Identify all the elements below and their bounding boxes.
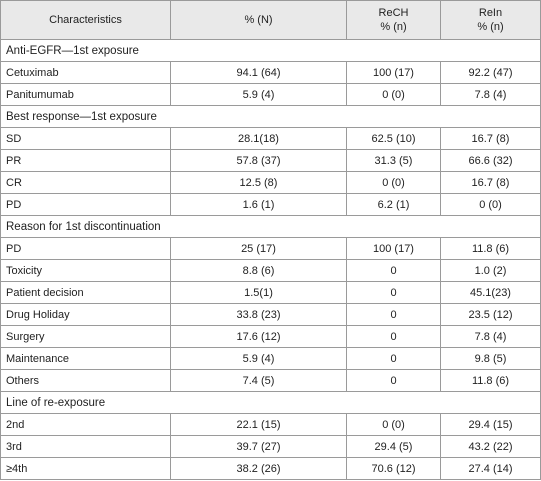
row-label: PD bbox=[1, 194, 171, 216]
header-pct: % (N) bbox=[171, 1, 347, 40]
table-row bbox=[1, 348, 541, 370]
header-rein-name: ReIn bbox=[478, 7, 503, 19]
header-rech-name: ReCH bbox=[378, 7, 409, 19]
cell-rein: 66.6 (32) bbox=[441, 150, 541, 172]
row-label: Cetuximab bbox=[1, 62, 171, 84]
table-header bbox=[1, 1, 541, 40]
cell-rech: 0 bbox=[347, 260, 441, 282]
section-title: Anti-EGFR—1st exposure bbox=[1, 40, 541, 62]
section-row bbox=[1, 216, 541, 238]
cell-pct: 33.8 (23) bbox=[171, 304, 347, 326]
table-row bbox=[1, 304, 541, 326]
cell-pct: 22.1 (15) bbox=[171, 414, 347, 436]
table-body bbox=[1, 40, 541, 480]
cell-rein: 7.8 (4) bbox=[441, 84, 541, 106]
row-label: PR bbox=[1, 150, 171, 172]
table-row bbox=[1, 458, 541, 480]
cell-rech: 0 bbox=[347, 326, 441, 348]
header-rech bbox=[347, 1, 441, 40]
cell-pct: 39.7 (27) bbox=[171, 436, 347, 458]
cell-rein: 7.8 (4) bbox=[441, 326, 541, 348]
row-label: Maintenance bbox=[1, 348, 171, 370]
cell-rech: 6.2 (1) bbox=[347, 194, 441, 216]
cell-pct: 7.4 (5) bbox=[171, 370, 347, 392]
section-row bbox=[1, 40, 541, 62]
cell-pct: 94.1 (64) bbox=[171, 62, 347, 84]
cell-rech: 0 (0) bbox=[347, 84, 441, 106]
cell-pct: 1.6 (1) bbox=[171, 194, 347, 216]
cell-rech: 0 bbox=[347, 304, 441, 326]
table-row bbox=[1, 84, 541, 106]
section-title: Best response—1st exposure bbox=[1, 106, 541, 128]
row-label: PD bbox=[1, 238, 171, 260]
cell-rech: 0 bbox=[347, 348, 441, 370]
row-label: 3rd bbox=[1, 436, 171, 458]
section-title: Line of re-exposure bbox=[1, 392, 541, 414]
cell-rein: 23.5 (12) bbox=[441, 304, 541, 326]
table-row bbox=[1, 62, 541, 84]
table-row bbox=[1, 436, 541, 458]
cell-rein: 16.7 (8) bbox=[441, 128, 541, 150]
cell-pct: 28.1(18) bbox=[171, 128, 347, 150]
cell-pct: 17.6 (12) bbox=[171, 326, 347, 348]
row-label: Others bbox=[1, 370, 171, 392]
cell-pct: 38.2 (26) bbox=[171, 458, 347, 480]
row-label: 2nd bbox=[1, 414, 171, 436]
row-label: Toxicity bbox=[1, 260, 171, 282]
table-row bbox=[1, 172, 541, 194]
header-rech-unit: % (n) bbox=[380, 21, 407, 33]
cell-rech: 0 bbox=[347, 282, 441, 304]
cell-rech: 0 (0) bbox=[347, 414, 441, 436]
table-row bbox=[1, 128, 541, 150]
cell-rein: 27.4 (14) bbox=[441, 458, 541, 480]
cell-rech: 100 (17) bbox=[347, 238, 441, 260]
cell-pct: 5.9 (4) bbox=[171, 84, 347, 106]
header-rein bbox=[441, 1, 541, 40]
table-row bbox=[1, 194, 541, 216]
table-row bbox=[1, 260, 541, 282]
section-row bbox=[1, 392, 541, 414]
section-row bbox=[1, 106, 541, 128]
cell-pct: 12.5 (8) bbox=[171, 172, 347, 194]
cell-rein: 43.2 (22) bbox=[441, 436, 541, 458]
cell-rech: 70.6 (12) bbox=[347, 458, 441, 480]
cell-rein: 0 (0) bbox=[441, 194, 541, 216]
cell-pct: 57.8 (37) bbox=[171, 150, 347, 172]
row-label: CR bbox=[1, 172, 171, 194]
cell-rein: 11.8 (6) bbox=[441, 370, 541, 392]
table-row bbox=[1, 370, 541, 392]
cell-rech: 0 bbox=[347, 370, 441, 392]
table-row bbox=[1, 238, 541, 260]
header-rein-unit: % (n) bbox=[477, 21, 504, 33]
cell-pct: 1.5(1) bbox=[171, 282, 347, 304]
cell-rech: 29.4 (5) bbox=[347, 436, 441, 458]
row-label: Patient decision bbox=[1, 282, 171, 304]
table-row bbox=[1, 150, 541, 172]
row-label: ≥4th bbox=[1, 458, 171, 480]
row-label: Panitumumab bbox=[1, 84, 171, 106]
cell-pct: 5.9 (4) bbox=[171, 348, 347, 370]
section-title: Reason for 1st discontinuation bbox=[1, 216, 541, 238]
cell-rech: 62.5 (10) bbox=[347, 128, 441, 150]
cell-rein: 1.0 (2) bbox=[441, 260, 541, 282]
row-label: Surgery bbox=[1, 326, 171, 348]
cell-rein: 29.4 (15) bbox=[441, 414, 541, 436]
cell-rein: 92.2 (47) bbox=[441, 62, 541, 84]
cell-rech: 100 (17) bbox=[347, 62, 441, 84]
table-row bbox=[1, 282, 541, 304]
header-row bbox=[1, 1, 541, 40]
header-characteristics: Characteristics bbox=[1, 1, 171, 40]
cell-rein: 9.8 (5) bbox=[441, 348, 541, 370]
cell-rech: 31.3 (5) bbox=[347, 150, 441, 172]
row-label: Drug Holiday bbox=[1, 304, 171, 326]
cell-rein: 11.8 (6) bbox=[441, 238, 541, 260]
cell-pct: 25 (17) bbox=[171, 238, 347, 260]
table-row bbox=[1, 326, 541, 348]
cell-rein: 45.1(23) bbox=[441, 282, 541, 304]
table-row bbox=[1, 414, 541, 436]
cell-pct: 8.8 (6) bbox=[171, 260, 347, 282]
cell-rein: 16.7 (8) bbox=[441, 172, 541, 194]
row-label: SD bbox=[1, 128, 171, 150]
cell-rech: 0 (0) bbox=[347, 172, 441, 194]
